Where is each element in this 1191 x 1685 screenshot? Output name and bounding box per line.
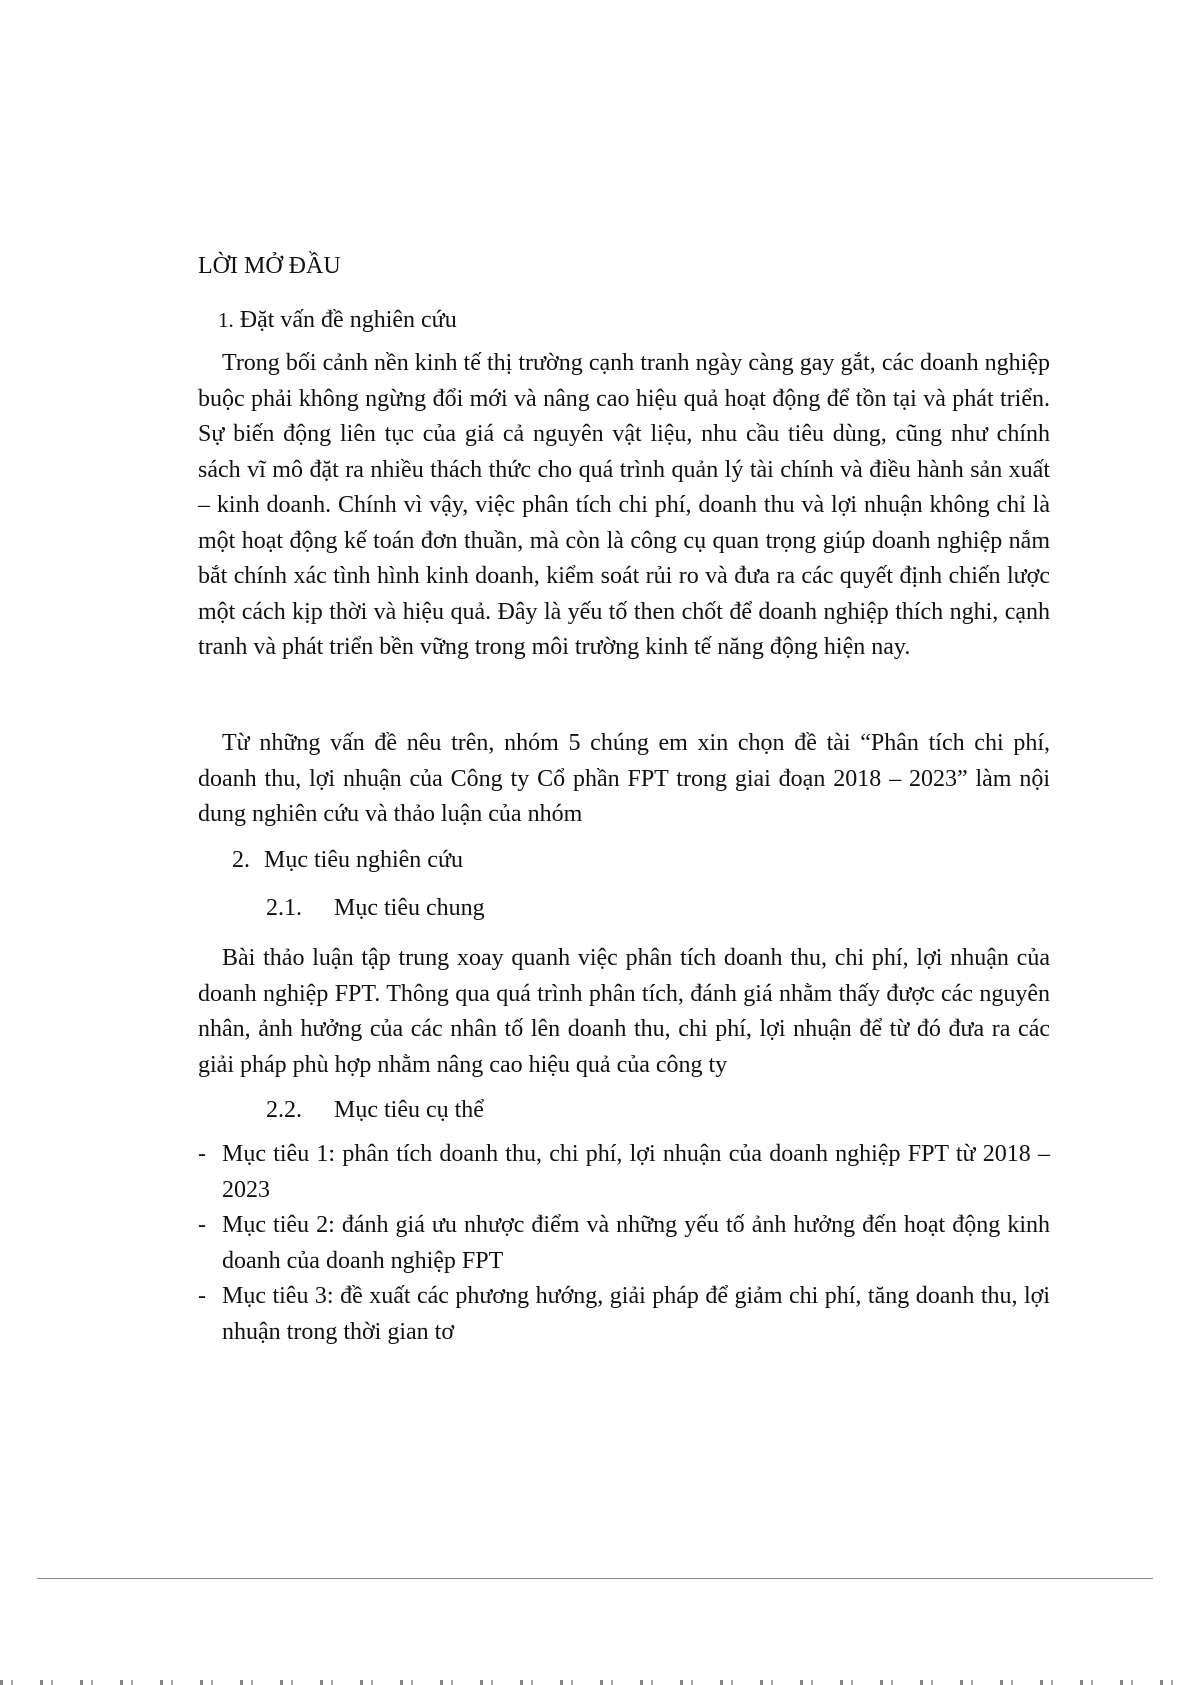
section-1-paragraph-2: Từ những vấn đề nêu trên, nhóm 5 chúng em xin chọn đề tài “Phân tích chi phí, doanh thu, lợi nhuận của Công ty Cổ phần FPT trong giai đoạn 2018 – 2023” làm nội dung nghiên cứu và thảo luận của nhóm (198, 730, 1050, 827)
section-1-number: 1. (218, 308, 234, 332)
section-2-title: Mục tiêu nghiên cứu (264, 847, 463, 873)
bullet-dash: - (198, 1283, 206, 1309)
section-1-title: Đặt vấn đề nghiên cứu (239, 307, 457, 333)
objectives-list (198, 1137, 1050, 1350)
section-2-2-heading (266, 1095, 484, 1125)
section-1-paragraph-1: Trong bối cảnh nền kinh tế thị trường cạnh tranh ngày càng gay gắt, các doanh nghiệp buộc phải không ngừng đổi mới và nâng cao hiệu quả hoạt động để tồn tại và phát triển. Sự biến động liên tục của giá cả nguyên vật liệu, nhu cầu tiêu dùng, cũng như chính sách vĩ mô đặt ra nhiều thách thức cho quá trình quản lý tài chính và điều hành sản xuất – kinh doanh. Chính vì vậy, việc phân tích chi phí, doanh thu và lợi nhuận không chỉ là một hoạt động kế toán đơn thuần, mà còn là công cụ quan trọng giúp doanh nghiệp nắm bắt chính xác tình hình kinh doanh, kiểm soát rủi ro và đưa ra các quyết định chiến lược một cách kịp thời và hiệu quả. Đây là yếu tố then chốt để doanh nghiệp thích nghi, cạnh tranh và phát triển bền vững trong môi trường kinh tế năng động hiện nay. (198, 350, 1050, 660)
section-2-1-number: 2.1. (266, 895, 302, 921)
section-2-1-heading (266, 893, 485, 923)
scan-edge-artifact (0, 1680, 1191, 1685)
section-2-heading (232, 845, 463, 875)
list-item (198, 1208, 1050, 1279)
section-2-number: 2. (232, 847, 250, 873)
bullet-dash: - (198, 1141, 206, 1167)
section-2-2-number: 2.2. (266, 1097, 302, 1123)
section-1-heading (218, 305, 457, 335)
section-2-1-paragraph: Bài thảo luận tập trung xoay quanh việc phân tích doanh thu, chi phí, lợi nhuận của doanh nghiệp FPT. Thông qua quá trình phân tích, đánh giá nhằm thấy được các nguyên nhân, ảnh hưởng của các nhân tố lên doanh thu, chi phí, lợi nhuận để từ đó đưa ra các giải pháp phù hợp nhằm nâng cao hiệu quả của công ty (198, 945, 1050, 1078)
footer-divider (37, 1578, 1153, 1579)
list-item (198, 1137, 1050, 1208)
document-title: LỜI MỞ ĐẦU (198, 253, 341, 279)
list-item-text: Mục tiêu 2: đánh giá ưu nhược điểm và những yếu tố ảnh hưởng đến hoạt động kinh doanh của doanh nghiệp FPT (222, 1212, 1050, 1274)
section-2-2-title: Mục tiêu cụ thể (334, 1097, 484, 1123)
list-item-text: Mục tiêu 3: đề xuất các phương hướng, giải pháp để giảm chi phí, tăng doanh thu, lợi nhuận trong thời gian tơ (222, 1283, 1050, 1345)
bullet-dash: - (198, 1212, 206, 1238)
section-2-1-title: Mục tiêu chung (334, 895, 485, 921)
list-item (198, 1279, 1050, 1350)
list-item-text: Mục tiêu 1: phân tích doanh thu, chi phí, lợi nhuận của doanh nghiệp FPT từ 2018 – 2023 (222, 1141, 1050, 1203)
